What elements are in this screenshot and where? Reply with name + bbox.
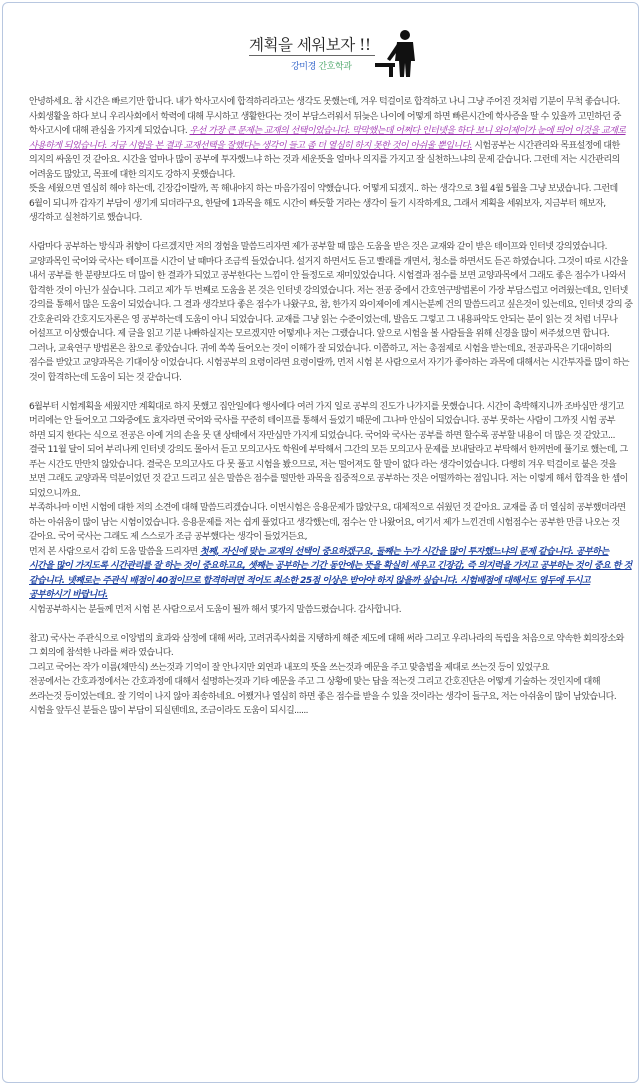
advice-highlight: 첫째, 자신에 맞는 교재의 선택이 중요하겠구요, 둘째는 누가 시간을 많이 투자했느냐의 문제 같습니다. 공부하는 시간을 많이 가지도록 시간관리를 잘 하는 것이 중요하고요, 셋째는 공부하는 기간 동안에는 뜻을 확실히 세우고 긴장감, 즉 의지력을 가지고 공부하는 것이 중요 한 것 같습니다. 넷째로는 주관식 배점이 40점이므로 합격하려면 적어도 최소한 25점 이상은 받아야 하지 않을까 싶습니다. 시험배점에 대해서도 염두에 두시고 공부하시기 바랍니다.: [29, 546, 632, 600]
article-body: [29, 95, 633, 733]
body-text-run: 부족하나마 이번 시험에 대한 저의 소견에 대해 말씀드리겠습니다. 이번시험은 응용문제가 많았구요, 대체적으로 쉬웠던 것 같아요. 교재를 좀 더 열심히 공부했더라면 하는 아쉬움이 많이 남는 시험이었습니다. 응용문제를 저는 쉽게 풀었다고 생각했는데, 점수는 안 나왔어요, 여기서 제가 느낀건데 시험점수는 공부한 만큼 나오는 것 같아요. 국어 국사는 그래도 제 스스로가 조금 공부했다는 생각이 들었거든요,: [29, 503, 626, 542]
body-text-run: 안녕하세요. 참 시간은 빠르기만 합니다. 내가 학사고시에 합격하리라고는 생각도 못했는데, 겨우 턱걸이로 합격하고 나니 그냥 주어진 것처럼 기분이 무척 좋습니다.: [29, 97, 620, 107]
body-text-run: 뜻을 세웠으면 열심히 해야 하는데, 긴장감이랄까, 꼭 해내야지 하는 마음가짐이 약했습니다. 어떻게 되겠지.. 하는 생각으로 3월 4월 5월을 그냥 보냈습니다. 그런데 6월이 되니까 갑자기 부담이 생기게 되더라구요, 한달에 1과목을 해도 시간이 빠듯할 거라는 생각이 들기 시작하게요, 그래서 계획을 세워보자, 지금부터 해보자, 생각하고 실천하기로 했습니다.: [29, 184, 618, 223]
body-text-run: 6월부터 시험계획을 세웠지만 계획대로 하지 못했고 집안일에다 행사에다 여러 가지 일로 공부의 진도가 나가지를 못했습니다. 시간이 촉박해지니까 조바심만 생기고 머리에는 안 들어오고 그와중에도 효자라면 국어와 국사를 꾸준히 테이프를 통해서 들었기 때문에 그나마 안심이 되었습니다. 공부 못하는 사람이 그까짓 시험 공부 하면 되지 한다는 식으로 전공은 아예 거의 손을 못 댄 상태에서 자만심만 가지게 되었습니다. 국어와 국사는 공부를 하면 할수록 공부할 내용이 더 많은 것 같았고...: [29, 401, 624, 441]
author-department: 간호학과: [318, 62, 352, 72]
body-text-run: 참고) 국사는 주관식으로 이앙법의 효과와 삼정에 대해 써라, 고려귀족사회를 지탱하게 해준 제도에 대해 써라 그리고 우리나라의 독립을 처음으로 약속한 회의장소와 그 회의에 참석한 나라를 써라 였습니다.: [29, 633, 624, 658]
body-text-run: 그리고 국어는 작가 이름(채만식) 쓰는것과 기억이 잘 안나지만 외연과 내포의 뜻을 쓰는것과 예문을 주고 맞춤법을 제대로 쓰는것 등이 있었구요: [29, 662, 549, 673]
paragraph: [29, 632, 633, 719]
paragraph: [29, 400, 633, 618]
author-line: [291, 59, 352, 72]
article-page: [2, 2, 639, 1083]
paragraph: [29, 240, 633, 385]
paragraph: [29, 95, 633, 226]
title-underline: [249, 55, 375, 56]
article-header: [3, 29, 638, 79]
highlighted-text: 우선 가장 큰 문제는 교재의 선택이었습니다. 막막했는데 어쩌다 인터넷을 하다 보니 와이제이가 눈에 띄어 이것을 교재로 사용하게 되었습니다. 지금 시험을 본 결과 교재선택을 잘했다는 생각이 들고 좀 더 열심히 하지 못한 것이 아쉬울 뿐입니다.: [29, 126, 626, 151]
body-text-run: 시험공부하시는 분들께 먼저 시험 본 사람으로서 도움이 될까 해서 몇가지 말씀드렸습니다. 감사합니다.: [29, 604, 402, 615]
body-text-run: 먼저 본 사람으로서 감히 도움 말씀을 드리자면: [29, 546, 200, 557]
body-text-run: 전공에서는 간호과정에서는 간호과정에 대해서 설명하는것과 기타 예문을 주고 그 상황에 맞는 답을 적는것 그리고 간호진단은 어떻게 기술하는 것인지에 대해 쓰라는것 등이었는데요. 잘 기억이 나지 않아 죄송하네요. 어쨌거나 열심히 하면 좋은 점수를 받을 수 있을 것이라는 생각이 들구요, 저는 아쉬움이 많이 남았습니다. 시험을 앞두신 분들은 많이 부담이 되실텐데요, 조금이라도 도움이 되시길......: [29, 677, 617, 716]
standing-person-with-podium-icon: [375, 29, 423, 79]
body-text-run: 사회생활을 하다 보니 우리사회에서 학력에 대해 무시하고 생활한다는 것이 부담스러워서 뒤늦은 나이에 어떻게 하면 빠른시간에 학사증을 딸 수 있을까 고민하던 중 학사고시에 대해 관심을 가지게 되었습니다.: [29, 111, 621, 136]
body-text-run: 시험공부는 시간관리와 목표설정에 대한 의지의 싸움인 것 같아요. 시간을 얼마나 많이 공부에 투자했느냐 하는 것과 세운뜻을 얼마나 의지를 가지고 잘 실천하느냐의 문제 같습니다. 그런데 저는 시간관리의 어려움도 많았고, 목표에 대한 의지도 강하지 못했습니다.: [29, 140, 620, 180]
article-title: 계획을 세워보자 !!: [249, 36, 371, 54]
body-text-run: 결국 11월 달이 되어 부리나케 인터넷 강의도 몰아서 듣고 모의고사도 학원에 부탁해서 그간의 모든 모의고사 문제를 보내달라고 부탁해서 한꺼번에 풀기로 했는데, 그 푸는 시간도 만만치 않았습니다. 결국은 모의고사도 다 못 풀고 시험을 봤으므로, 저는 떨어져도 할 말이 없다 라는 생각이었습니다. 다행히 겨우 턱걸이로 붙은 것을 보면 그래도 교양과목 덕분이었던 것 같고 드리고 싶은 말씀은 점수를 떨만한 과목을 집중적으로 공부하는 것은 어떨까하는 점입니다. 저는 이렇게 해서 합격을 한 셈이 되었으니까요.: [29, 445, 628, 499]
body-text-run: 사람마다 공부하는 방식과 취향이 다르겠지만 저의 경험을 말씀드리자면 제가 공부할 때 많은 도움을 받은 것은 교재와 같이 받은 테이프와 인터넷 강의였습니다. 교양과목인 국어와 국사는 테이프를 시간이 날 때마다 조금씩 들었습니다. 설거지 하면서도 듣고 빨래를 개면서, 청소를 하면서도 듣곤 하였습니다. 그것이 따로 시간을 내서 공부를 한 분량보다도 더 많이 한 결과가 되었고 공부한다는 느낌이 안 들정도로 재미있었습니다. 시험결과 점수를 보면 교양과목에서 그래도 좋은 점수가 나와서 합격한 것이 아닌가 싶습니다. 그리고 제가 두 번째로 도움을 본 것은 인터넷 강의였습니다. 저는 전공 중에서 간호연구방법론이 가장 부담스럽고 어려웠는데요, 인터넷 강의를 통해서 많은 도움이 되었습니다. 그 결과 생각보다 좋은 점수가 나왔구요, 참, 한가지 와이제이에 계시는분께 건의 말씀드리고 싶은것이 있는데요, 인터넷 강의 중 간호윤리와 간호지도자론은 영 공부하는데 도움이 아니 되었습니다. 교재를 그냥 읽는 수준이었는데, 발음도 그렇고 그 내용파악도 안되는 분이 읽는 것 처럼 너무나 어설프고 이상했습니다. 제 글을 읽고 기분 나빠하실지는 모르겠지만 어떻게나 저는 그랬습니다. 앞으로 시험을 볼 사람들을 위해 신경을 많이 써주셨으면 합니다. 그러나, 교육연구 방법론은 참으로 좋았습니다. 귀에 쏙쏙 들어오는 것이 이해가 잘 되었습니다. 이쯤하고, 저는 총점제로 시험을 받는데요, 전공과목은 기대이하의 점수를 받았고 교양과목은 기대이상 이었습니다. 시험공부의 요령이라면 요령이랄까, 먼저 시험 본 사람으로서 자기가 좋아하는 과목에 대해서는 시간투자를 많이 하는 것이 합격하는데 도움이 되는 것 같습니다.: [29, 242, 633, 383]
author-name: 강미경: [291, 62, 316, 72]
